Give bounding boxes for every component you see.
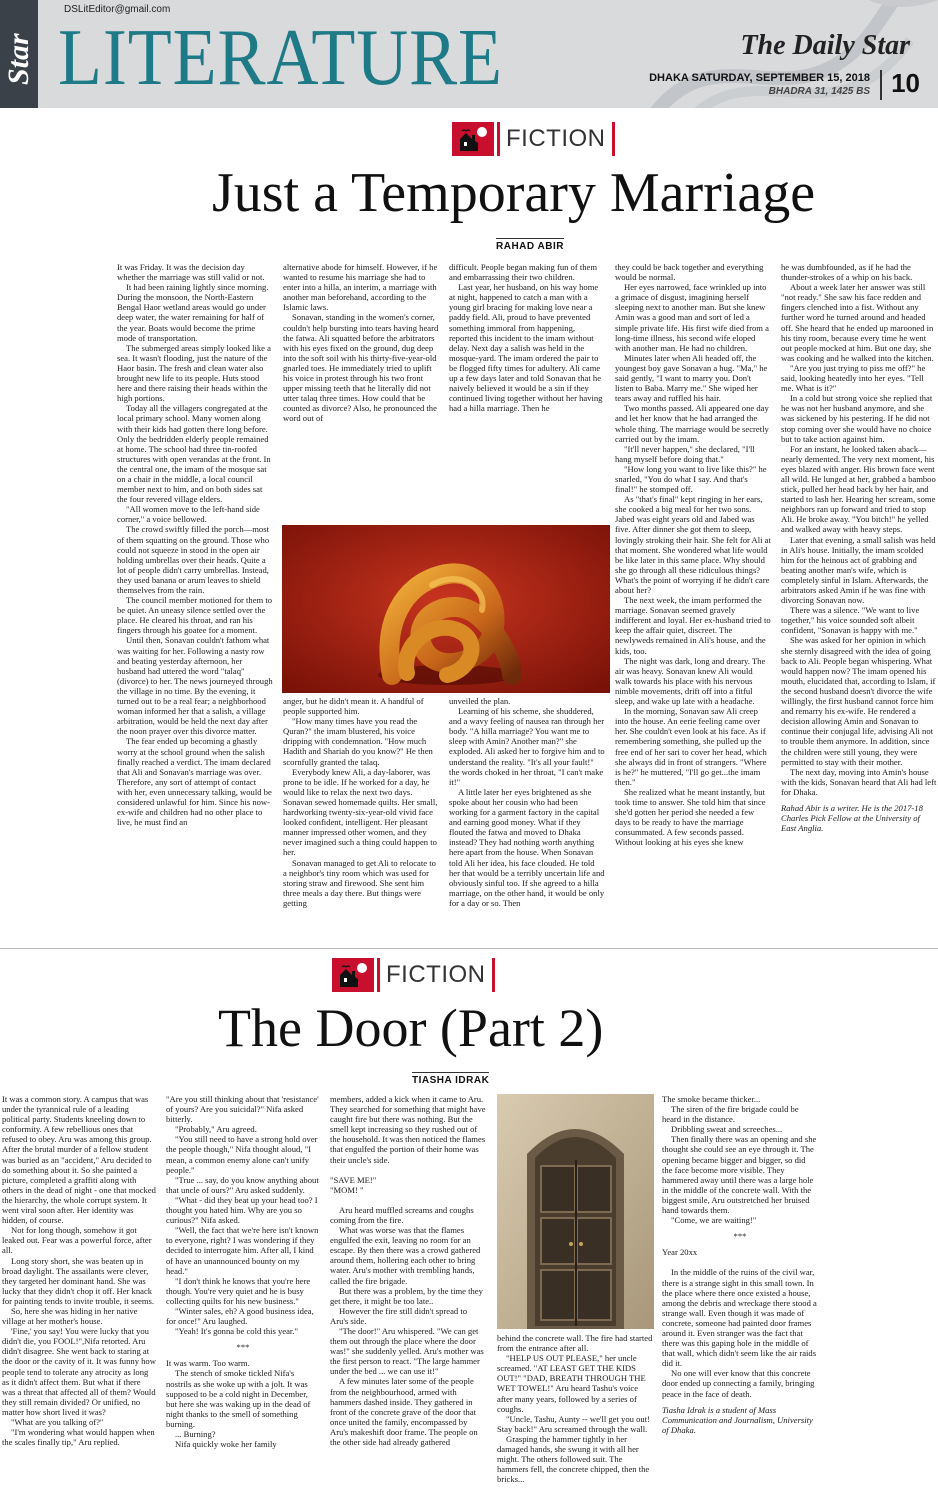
story1-column-1 — [117, 262, 273, 932]
dateline: DHAKA SATURDAY, SEPTEMBER 15, 2018 — [649, 72, 870, 84]
paper-name: The Daily Star — [740, 30, 910, 61]
paragraph: behind the concrete wall. The fire had started from the entrance after all. — [497, 1333, 653, 1354]
paragraph: Sonavan, standing in the women's corner, couldn't help bursting into tears having heard the fatwa. Ali squatted before the arbitrators with his eyes fixed on the ground, dug deep into the soft soil with his thirty-five-year-old gnarled toes. He immediately tried to uplift his voice in protest through his two front upper missing teeth that he literally did not utter talaq three times. How could that be counted as divorce? Also, he pronounced the word out of — [283, 312, 439, 424]
section-break: *** — [733, 1231, 747, 1242]
paragraph: It had been raining lightly since morning. During the monsoon, the North-Eastern Bengal Haor wetland areas would go under deep water, the water remaining for half of the year. Boats would become the prime mode of transportation. — [117, 282, 269, 343]
paragraph: The fear ended up becoming a ghastly worry at the school ground when the salish finally reached a verdict. The imam declared that Ali and Sonavan's marriage was over. Therefore, any sort of attempt of contact with her, even unnecessary talking, would be considered unlawful for him. Since his now-ex-wife and children had no other place to live, he must find an — [117, 736, 272, 828]
paragraph: In a cold but strong voice she replied that he was not her husband anymore, and she was sickened by his pestering. If he did not stop coming over she would have no choice but to take action against him. — [781, 393, 933, 444]
bangla-date: BHADRA 31, 1425 BS — [768, 86, 870, 97]
paragraph: Learning of his scheme, she shuddered, and a wavy feeling of nausea ran through her body. "A hilla marriage? You want me to sleep with Amin? Another man?" she exploded. Ali asked her to forgive him and to understand the reality. "It's all your fault!" the words choked in her throat, "I can't make it!" — [449, 706, 605, 787]
paragraph: Her eyes narrowed, face wrinkled up into a grimace of disgust, imagining herself sleeping next to another man. But she knew Amin was a good man and sort of led a simple private life. His first wife died from a long-time illness, his second wife eloped with another man. He had no children. — [615, 282, 769, 353]
wooden-door-photo — [497, 1094, 654, 1329]
author-bio: Tiasha Idrak is a student of Mass Communication and Journalism, University of Dhaka. — [662, 1404, 813, 1435]
paragraph: For an instant, he looked taken aback—nearly demented. The very next moment, his eyes blazed with anger. His brown face went all wild. He lunged at her, grabbed a bamboo stick, pulled her head back by her hair, and started to lash her. Hearing her scream, some neighbors ran up forward and tried to stop Ali. He broke away. "You bitch!" he yelled and walked away with heavy steps. — [781, 443, 936, 535]
paragraph: they could be back together and everything would be normal. — [615, 262, 764, 283]
paragraph: The smoke became thicker... — [662, 1094, 761, 1104]
paragraph: "The door!" Aru whispered. "We can get them out through the place where the door was!" she suddenly yelled. Aru's mother was the first person to react. "The large hammer under the bed ... we can use it!" — [330, 1325, 484, 1377]
paragraph: "I'm wondering what would happen when the scales finally tip," Aru replied. — [2, 1427, 155, 1448]
paragraph: She was asked for her opinion in which she sternly disagreed with the idea of going back to Ali. People began whispering. What would happen now? The imam opened his mouth, elucidated that, according to Islam, if the second husband doesn't divorce the wife willingly, the first husband cannot force him and remarry his ex-wife. He rendered a decision allowing Amin and Sonavan to continue their conjugal life, advising Ali not to trouble them anymore. In addition, since the children were still young, they were permitted to stay with their mother. — [781, 635, 936, 767]
paragraph: She realized what he meant instantly, but took time to answer. She told him that since she'd gotten her period she needed a few days to be ready to have the marriage consummated. A few seconds passed. Without looking at his eyes she knew — [615, 786, 766, 848]
story2-column-4 — [497, 1333, 654, 1500]
paragraph: anger, but he didn't mean it. A handful of people supported him. — [283, 696, 424, 717]
paragraph: It was warm. Too warm. — [166, 1358, 250, 1369]
paragraph: Two months passed. Ali appeared one day and let her know that he had arranged the whole thing. The marriage would be secretly carried out by the imam. — [615, 403, 769, 444]
paragraph: "Well, the fact that we're here isn't known to everyone, right? I was wondering if they decided to interrogate him. After all, I kind of have an unannounced bounty on my head." — [166, 1225, 319, 1276]
story1-column-3-bottom — [449, 696, 605, 936]
haunted-house-icon — [452, 122, 494, 156]
paragraph: As "that's final" kept ringing in her ears, she cooked a big meal for her two sons. Jabed was eight years old and Jabed was five. After dinner she got them to sleep, lovingly stroking their hair. She felt for Ali at that moment. She wondered what life would be like later in this same place. Why should she go through all these ridiculous things? What's the point of worrying if he didn't care about her? — [615, 494, 771, 595]
paragraph: Minutes later when Ali headed off, the youngest boy gave Sonavan a hug. "Ma," he said gently, "I want to marry you. Don't listen to Baba. Marry me." She wiped her tears away and ruffled his hair. — [615, 352, 768, 404]
paragraph: "Probably," Aru agreed. — [175, 1124, 257, 1135]
haunted-house-icon — [332, 958, 374, 992]
paragraph: Grasping the hammer tightly in her damaged hands, she swung it with all her might. The others followed suit. The hammers fell, the concrete chipped, then the bricks... — [497, 1433, 650, 1485]
story2-kicker — [332, 958, 495, 992]
paragraph: The stench of smoke tickled Nifa's nostrils as she woke up with a jolt. It was supposed to be a cold night in December, but here she was waking up in the dead of night thanks to the smell of something burning. — [166, 1368, 311, 1429]
paragraph: "Uncle, Tashu, Aunty -- we'll get you out! Stay back!" Aru screamed through the wall. — [497, 1413, 650, 1434]
author-bio: Rahad Abir is a writer. He is the 2017-18 Charles Pick Fellow at the University of East Anglia. — [781, 802, 923, 834]
story1-column-3-top — [449, 262, 605, 520]
paragraph: "HELP US OUT PLEASE," her uncle screamed. "AT LEAST GET THE KIDS OUT!" "DAD, BREATH THROUGH THE WET TOWEL!" Aru heard Tashu's voice after many years, followed by a series of coughs. — [497, 1353, 646, 1414]
story1-headline: Just a Temporary Marriage — [212, 162, 816, 224]
paragraph: alternative abode for himself. However, if he wanted to resume his marriage she had to enter into a hilla, an interim, a marriage with another man beforehand, according to the Islamic laws. — [283, 262, 438, 313]
paragraph: The siren of the fire brigade could be heard in the distance. — [662, 1104, 799, 1125]
story1-column-2-top — [283, 262, 439, 520]
paragraph: Everybody knew Ali, a day-laborer, was prone to be idle. If he worked for a day, he would like to relax the next two days. Sonavan sewed homemade quilts. Her small, hardworking twenty-six-year-old vivid face looked confident, intelligent. Her pleasant manner impressed other women, and they never imagined such a thing could happen to her. — [283, 766, 438, 858]
paragraph: "True ... say, do you know anything about that uncle of ours?" Aru asked suddenly. — [166, 1174, 319, 1195]
paragraph: "SAVE ME!" — [330, 1174, 377, 1185]
story1-column-5 — [781, 262, 937, 936]
paragraph: difficult. People began making fun of them and embarrassing their two children. — [449, 262, 598, 283]
paragraph: The crowd swiftly filled the porch—most of them squatting on the ground. Those who could not squeeze in stood in the open air holding umbrellas over their heads. Quite a lot of people didn't carry umbrellas. Instead, they used banana or arum leaves to shield themselves from the rain. — [117, 524, 270, 595]
paragraph: "I don't think he knows that you're here though. You're very quiet and he is busy collecting quilts for his new business." — [166, 1275, 311, 1306]
story2-headline: The Door (Part 2) — [218, 998, 604, 1058]
masthead-logo-bar — [0, 0, 38, 108]
paragraph: ... Burning? — [175, 1429, 216, 1439]
paragraph: Long story short, she was beaten up in broad daylight. The assailants were clever, they targeted her dominant hand. She was lucky that they didn't chop it off. Her knack for painting tends to invite trouble, it seems. — [2, 1255, 155, 1306]
paragraph: unveiled the plan. — [449, 696, 511, 706]
paragraph: It was Friday. It was the decision day whether the marriage was still valid or not. — [117, 262, 265, 283]
story1-byline: RAHAD ABIR — [496, 238, 564, 252]
section-title: LITERATURE — [58, 14, 503, 102]
paragraph: "How long you want to live like this?" he snarled, "You do what I say. And that's final!" he stomped off. — [615, 463, 767, 495]
story1-column-4 — [615, 262, 771, 936]
paragraph: "What - did they beat up your head too? I thought you hated him. Why are you so curious?" Nifa asked. — [166, 1194, 318, 1226]
story1-kicker — [452, 122, 615, 156]
paragraph: So, here she was hiding in her native village at her mother's house. — [2, 1305, 138, 1327]
paragraph: Then finally there was an opening and she thought she could see an eye through it. The opening became bigger and bigger, so did the face become more visible. They hammered away until there was a large hole in the middle of the concrete wall. With the biggest smile, Aru outstretched her bruised hand towards them. — [662, 1134, 817, 1216]
paragraph: But there was a problem, by the time they get there, it might be too late.. — [330, 1285, 483, 1306]
kicker-label: FICTION — [506, 125, 606, 152]
paragraph: Dribbling sweat and screeches... — [671, 1124, 783, 1135]
paragraph: About a week later her answer was still "not ready." She saw his face redden and fingers clenched into a fist. Without any further word he turned around and headed off. She heard that he ended up marooned in his tiny room, because every time he went out people mocked at him. But one day, she was cooking and he walked into the kitchen. — [781, 282, 934, 363]
knot-illustration — [282, 525, 610, 693]
paragraph: "It'll never happen," she declared, "I'll hang myself before doing that." — [615, 443, 755, 464]
paragraph: Today all the villagers congregated at the local primary school. Many women along with their kids had gotten there long before. Only the bedridden elderly people remained at home. The school had three tin-roofed structures with open verandas at the front. In the central one, the imam of the mosque sat on a chair in the middle, a local council member next to him, and on both sides sat the four revered village elders. — [117, 403, 271, 505]
paragraph: "Yeah! It's gonna be cold this year." — [175, 1326, 298, 1337]
story-separator — [0, 948, 938, 949]
kicker-label: FICTION — [386, 961, 486, 988]
editor-email: DSLitEditor@gmail.com — [64, 4, 171, 15]
paragraph: Not for long though, somehow it got leaked out. Fear was a powerful force, after all. — [2, 1225, 152, 1256]
paragraph: However the fire still didn't spread to Aru's side. — [330, 1305, 468, 1326]
paragraph: Until then, Sonavan couldn't fathom what was waiting for her. Following a nasty row and beating yesterday afternoon, her husband had uttered the word "talaq" (divorce) to her. The news journeyed through the village in no time. By the evening, it turned out to be a real fear; a neighborhood woman informed her that a salish, a village arbitration, would be held the next day after the noon prayer over this divorce matter. — [117, 635, 273, 737]
paragraph: "How many times have you read the Quran?" the imam blustered, his voice dripping with condemnation. "How much Hadith and Shariah do you know?" He then scornfully granted the talaq. — [283, 716, 433, 767]
paragraph: "Are you still thinking about that 'resistance' of yours? Are you suicidal?" Nifa asked bitterly. — [166, 1094, 319, 1125]
page-number: 10 — [891, 68, 920, 98]
paragraph: "Winter sales, eh? A good business idea, for once!" Aru laughed. — [166, 1305, 314, 1327]
paragraph: No one will ever know that this concrete door ended up connecting a family, bringing peace in the face of death. — [662, 1368, 815, 1399]
story1-column-2-bottom — [283, 696, 439, 936]
paragraph: he was dumbfounded, as if he had the thunder-strokes of a whip on his back. — [781, 262, 913, 283]
section-break: *** — [236, 1342, 250, 1353]
story2-column-1 — [2, 1094, 156, 1500]
paragraph: 'Fine,' you say! You were lucky that you didn't die, you FOOL!",Nifa retorted. Aru didn't disagree. She went back to staring at the door or the cavity of it. It was funny how people tend to tolerate any atrocity as long as it didn't affect them. But what if there was a threat that affected all of them? Would they still remain divided? Or unified, no matter how short lived it was? — [2, 1326, 156, 1417]
paragraph: It was a common story. A campus that was under the tyrannical rule of a leading political party. Students kneeling down to conformity. A few rebellious ones that refused to obey. Aru was among this group. After the brutal murder of a fellow student was buried as an "accident," Aru decided to do something about it. So she painted a picture, completed a graffiti along with others in the dead of night - one that mocked the hierarchy, the whole corrupt system. It went viral soon after. Her identity was hidden, of course. — [2, 1094, 156, 1226]
paragraph: In the morning, Sonavan saw Ali creep into the house. An eerie feeling came over her. She couldn't even look at his face. As if remembering something, she pulled up the free end of her sari to cover her head, which she always did in front of strangers. "Where is he?" he muttered, "I'll go get...the imam then." — [615, 706, 767, 787]
paragraph: "All women move to the left-hand side corner," a voice bellowed. — [117, 504, 260, 525]
paragraph: A few minutes later some of the people from the neighbourhood, armed with hammers dashed inside. They gathered in front of the concrete grave of the door that once united the family, encompassed by Aru's makeshift door frame. The people on the other side had already gathered — [330, 1376, 478, 1447]
paragraph: "Are you just trying to piss me off?" he said, looking heatedly into her eyes. "Tell me. What is it?" — [781, 362, 926, 394]
paragraph: A little later her eyes brightened as she spoke about her cousin who had been working for a garment factory in the capital and earning good money. What if they flouted the fatwa and moved to Dhaka instead? They had nothing worth anything here apart from the house. When Sonavan told Ali her idea, his face clouded. He told her that would be a terribly uncertain life and obviously sinful too. If she agreed to a hilla marriage, on the other hand, it would be only for a day or so. Then — [449, 786, 605, 908]
paragraph: "What are you talking of?" — [11, 1417, 104, 1427]
paragraph: Aru heard muffled screams and coughs coming from the fire. — [330, 1204, 474, 1225]
paragraph: The council member motioned for them to be quiet. An uneasy silence settled over the place. He cleared his throat, and ran his fingers through his goatee for a moment. — [117, 595, 273, 636]
story2-column-3 — [330, 1094, 486, 1500]
story2-byline: TIASHA IDRAK — [412, 1072, 489, 1086]
paragraph: Nifa quickly woke her family — [175, 1439, 277, 1450]
story2-column-5 — [662, 1094, 818, 1500]
paragraph: Sonavan managed to get Ali to relocate to a neighbor's tiny room which was used for storing straw and firewood. She sent him three meals a day there. But things were getting — [283, 857, 436, 908]
paragraph: The night was dark, long and dreary. The air was heavy. Sonavan knew Ali would walk towards his place with his nervous nimble movements, drift off into a fitful sleep, and wake up late with a headache. — [615, 655, 766, 707]
paragraph: The submerged areas simply looked like a sea. It wasn't flooding, just the nature of the Haor basin. The fresh and clean water also brought new life to its people. Huts stood here and there raising their heads within the high portions. — [117, 342, 271, 404]
masthead-divider — [880, 70, 882, 100]
star-logo: Star — [2, 33, 35, 85]
paragraph: "You still need to have a strong hold over the people though," Nifa thought aloud, "I mean, a common enemy alone can't unify people." — [166, 1134, 318, 1175]
paragraph: In the middle of the ruins of the civil war, there is a strange sight in this small town. In the place where there once existed a house, among the debris and wreckage there stood a strange wall. Even though it was made of concrete, someone had painted door frames around it. Even stranger was the fact that there was this gaping hole in the middle of that wall, which didn't seem like the air raids did it. — [662, 1267, 817, 1369]
paragraph: Later that evening, a small salish was held in Ali's house. Initially, the imam scolded him for the heinous act of grabbing and beating another man's wife, which is completely sinful in Islam. Afterwards, the arbitrators asked Amin if he was fine with divorcing Sonavan now. — [781, 534, 936, 606]
paragraph: The next day, moving into Amin's house with the kids, Sonavan heard that Ali had left for Dhaka. — [781, 766, 937, 797]
paragraph: "Come, we are waiting!" — [671, 1215, 757, 1226]
paragraph: "MOM! " — [330, 1184, 364, 1195]
paragraph: The next week, the imam performed the marriage. Sonavan seemed gravely indifferent and loyal. Her ex-husband tried to keep the affair quiet, discreet. The newlyweds remained in Ali's house, and the kids, too. — [615, 595, 771, 656]
masthead — [0, 0, 938, 108]
paragraph: members, added a kick when it came to Aru. They searched for something that might have caught fire but there was nothing. But the smell kept increasing so they rushed out of the household. It was then noticed the flames that engulfed the portion of their home was their uncle's side. — [330, 1094, 486, 1165]
paragraph: What was worse was that the flames engulfed the exit, leaving no room for an escape. By then there was a crowd gathered around them, hollering each other to bring water. Aru's mother with trembling hands, called the fire brigade. — [330, 1225, 481, 1286]
year-label: Year 20xx — [662, 1247, 698, 1258]
story2-column-2 — [166, 1094, 320, 1500]
paragraph: Last year, her husband, on his way home at night, happened to catch a man with a young girl bracing for making love near a paddy field. Ali, proud to have prevented something immoral from happening, reported this incident to the imam without delay. Next day a salish was held in the mosque-yard. The imam ordered the pair to be flogged fifty times for adultery. Ali came up a few days later and told Sonavan that he naively believed it would be a sin if they continued living together without her having had a hilla marriage. Then he — [449, 282, 603, 414]
paragraph: There was a silence. "We want to live together," his voice sounded soft albeit confident, "Sonavan is happy with me." — [781, 605, 920, 636]
